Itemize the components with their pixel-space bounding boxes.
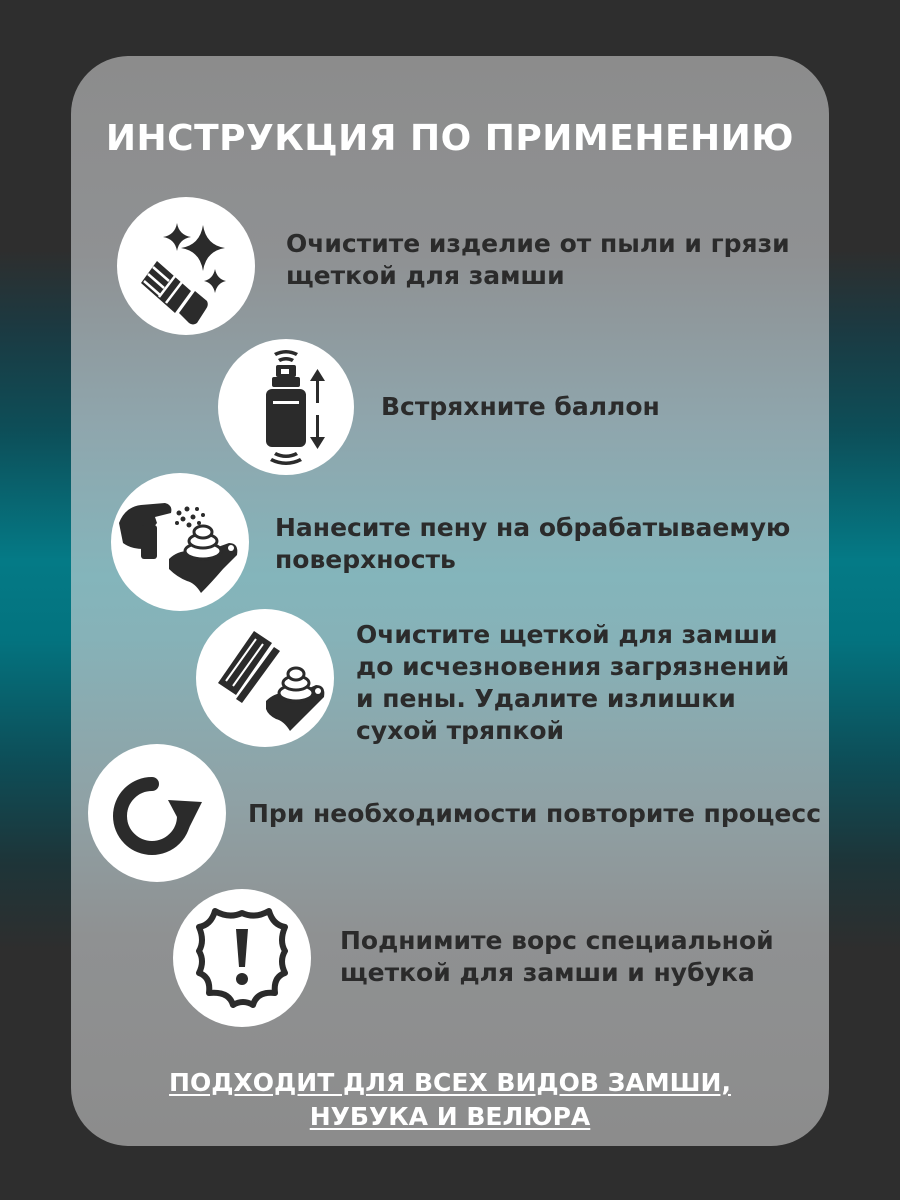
step-6-text: [340, 925, 774, 989]
step-6-line-2: щеткой для замши и нубука: [340, 958, 755, 987]
step-1-icon-circle: [117, 197, 255, 335]
step-5-icon-circle: [88, 744, 226, 882]
footer-line-1: ПОДХОДИТ ДЛЯ ВСЕХ ВИДОВ ЗАМШИ,: [169, 1068, 731, 1097]
spray-foam-icon: [111, 473, 249, 611]
step-2-text: [381, 391, 660, 423]
repeat-arrow-icon: [88, 744, 226, 882]
step-2-line-1: Встряхните баллон: [381, 392, 660, 421]
shake-spray-can-icon: [218, 339, 354, 475]
leather-warning-icon: [173, 889, 311, 1027]
step-5-line-1: При необходимости повторите процесс: [248, 799, 822, 828]
step-3-line-1: Нанесите пену на обрабатываемую: [275, 513, 791, 542]
step-4-line-4: сухой тряпкой: [356, 716, 565, 745]
step-3-line-2: поверхность: [275, 545, 456, 574]
page-title: ИНСТРУКЦИЯ ПО ПРИМЕНЕНИЮ: [105, 118, 795, 159]
step-1-text: [286, 228, 790, 292]
step-6-line-1: Поднимите ворс специальной: [340, 926, 774, 955]
step-1-line-2: щеткой для замши: [286, 261, 565, 290]
step-4-text: [356, 619, 789, 747]
step-3-icon-circle: [111, 473, 249, 611]
brush-sparkles-icon: [117, 197, 255, 335]
brush-foam-icon: [196, 609, 334, 747]
step-2-icon-circle: [218, 339, 354, 475]
step-4-icon-circle: [196, 609, 334, 747]
step-3-text: [275, 512, 790, 576]
step-6-icon-circle: [173, 889, 311, 1027]
footer-line-2: НУБУКА И ВЕЛЮРА: [309, 1102, 591, 1131]
step-4-line-2: до исчезновения загрязнений: [356, 652, 790, 681]
step-4-line-3: и пены. Удалите излишки: [356, 684, 736, 713]
step-1-line-1: Очистите изделие от пыли и грязи: [286, 229, 790, 258]
step-4-line-1: Очистите щеткой для замши: [356, 620, 778, 649]
step-5-text: [248, 798, 821, 830]
footer-note: [0, 1066, 900, 1134]
